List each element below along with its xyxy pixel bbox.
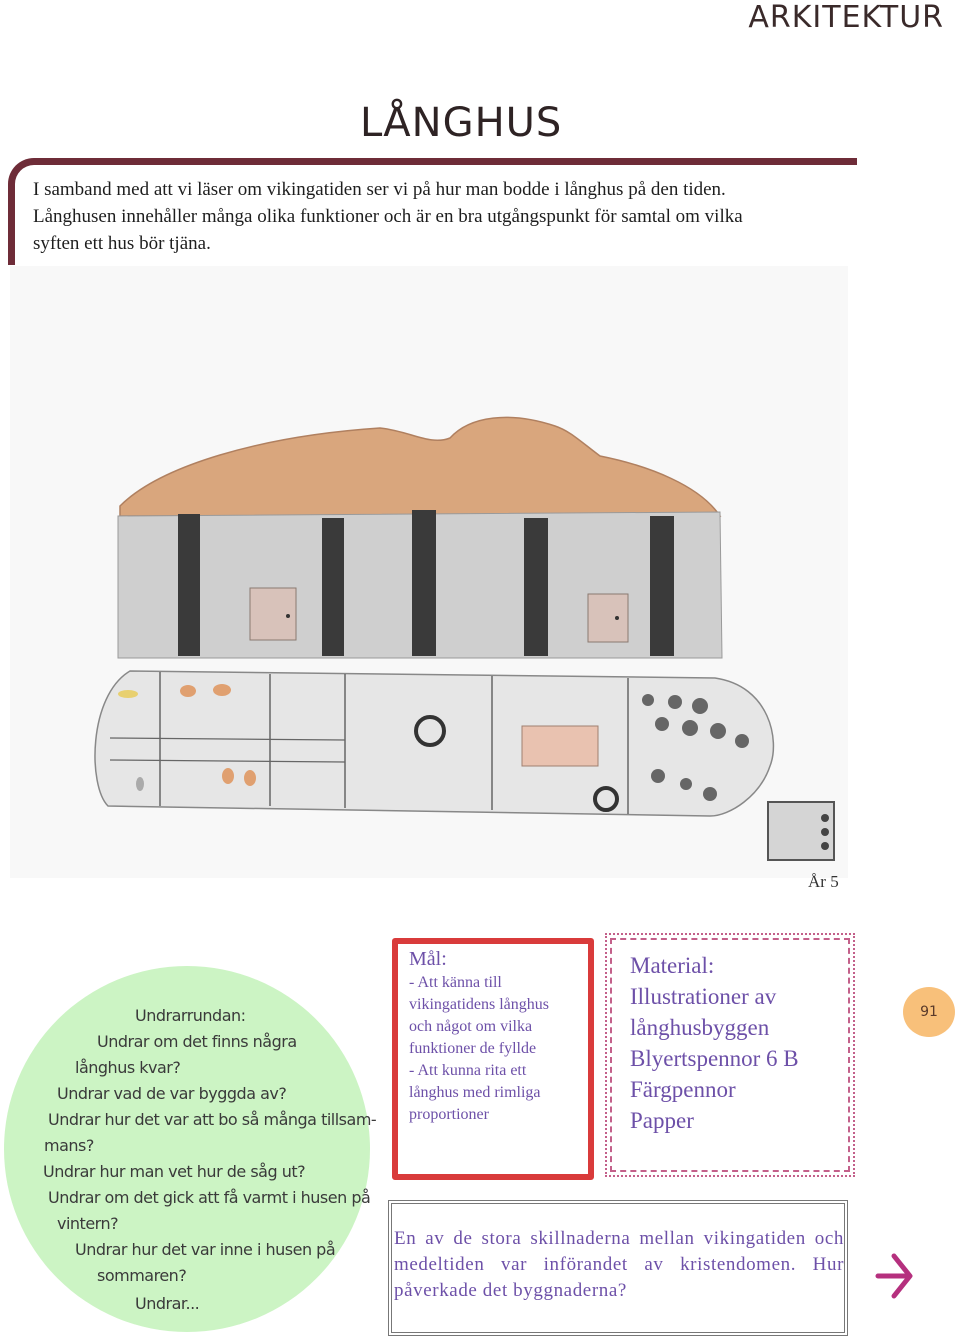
wondering-line: vintern? — [57, 1214, 119, 1233]
beam — [322, 518, 344, 656]
wondering-line: Undrar hur man vet hur de såg ut? — [43, 1162, 306, 1181]
wondering-title: Undrarrundan: — [135, 1006, 246, 1025]
material-line: Färgpennor — [630, 1077, 736, 1102]
page-number: 91 — [920, 1004, 938, 1020]
beam — [524, 518, 548, 656]
fire-rect — [522, 726, 598, 766]
door — [588, 594, 628, 642]
door — [250, 588, 296, 640]
goal-line: och något om vilka — [409, 1018, 533, 1035]
beam — [178, 514, 200, 656]
goal-line: långhus med rimliga — [409, 1084, 541, 1101]
longhouse-drawing — [10, 266, 848, 878]
materials-heading: Material: — [630, 953, 715, 978]
intro-text — [33, 176, 863, 257]
goal-line: funktioner de fyllde — [409, 1040, 537, 1057]
goal-line: - Att känna till — [409, 974, 502, 991]
wondering-line: långhus kvar? — [75, 1058, 181, 1077]
goals-text — [409, 946, 587, 1126]
beam — [650, 516, 674, 656]
intro-line: I samband med att vi läser om vikingatiden ser vi på hur man bodde i långhus på den tiden. — [33, 179, 726, 200]
material-line: Papper — [630, 1108, 694, 1133]
goal-line: - Att kunna rita ett — [409, 1062, 527, 1079]
goal-line: proportioner — [409, 1106, 489, 1123]
material-line: långhusbyggen — [630, 1015, 770, 1040]
longhouse-illustration — [10, 266, 848, 878]
intro-line: Långhusen innehåller många olika funktioner och är en bra utgångspunkt för samtal om vilka — [33, 206, 743, 227]
wondering-line: Undrar vad de var byggda av? — [57, 1084, 287, 1103]
wondering-line: Undrar hur det var att bo så många tillsam- — [48, 1110, 377, 1129]
roof-shape — [120, 417, 720, 516]
page-number-badge — [903, 987, 955, 1037]
wondering-line: Undrar... — [135, 1294, 200, 1313]
goals-heading: Mål: — [409, 948, 447, 970]
drawing-caption: År 5 — [808, 872, 839, 891]
material-line: Blyertspennor 6 B — [630, 1046, 799, 1071]
wondering-line: Undrar om det gick att få varmt i husen på — [48, 1188, 371, 1207]
wondering-line: mans? — [44, 1136, 94, 1155]
wondering-line: Undrar hur det var inne i husen på — [75, 1240, 336, 1259]
page-title: LÅNGHUS — [360, 100, 563, 146]
beam — [412, 510, 436, 656]
section-title: ARKITEKTUR — [748, 0, 944, 35]
goal-line: vikingatidens långhus — [409, 996, 549, 1013]
material-line: Illustrationer av — [630, 984, 777, 1009]
wondering-line: Undrar om det finns några — [97, 1032, 297, 1051]
intro-line: syften ett hus bör tjäna. — [33, 233, 211, 254]
question-text: En av de stora skillnaderna mellan vikingatiden och medeltiden var införandet av kristendomen. Hur påverkade det byggnaderna? — [394, 1228, 844, 1301]
wondering-line: sommaren? — [97, 1266, 187, 1285]
materials-text — [630, 950, 846, 1136]
arrow-right-icon — [874, 1248, 914, 1304]
